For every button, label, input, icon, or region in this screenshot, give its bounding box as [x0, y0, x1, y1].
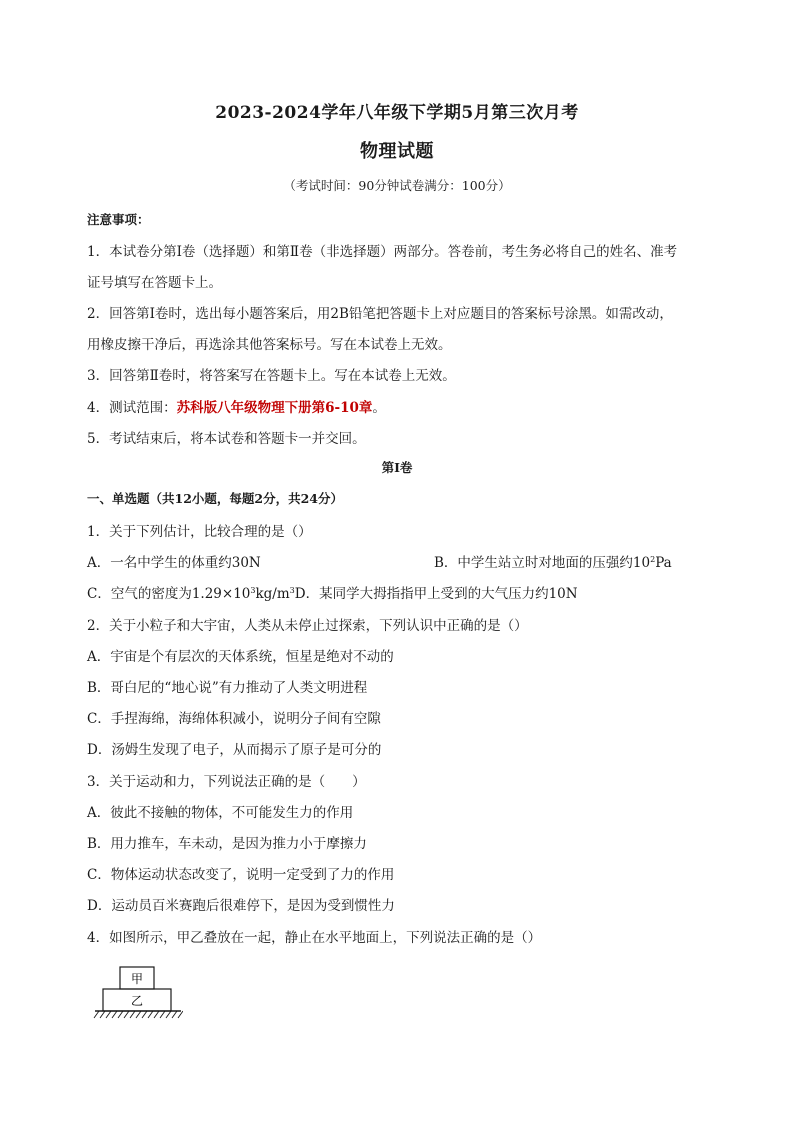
q3-stem: 3．关于运动和力，下列说法正确的是（ ）	[87, 774, 366, 790]
block-jia-label: 甲	[130, 972, 144, 986]
q2-option-c: C．手捏海绵，海绵体积减小，说明分子间有空隙	[87, 711, 381, 727]
note-4-prefix: 4．测试范围：	[87, 400, 177, 416]
note-4	[87, 396, 386, 416]
q2-option-d: D．汤姆生发现了电子，从而揭示了原子是可分的	[87, 742, 382, 758]
q2-stem: 2．关于小粒子和大宇宙，人类从未停止过探索，下列认识中正确的是（）	[87, 618, 528, 634]
note-2-line-2: 用橡皮擦干净后，再选涂其他答案标号。写在本试卷上无效。	[87, 337, 452, 353]
q2-option-b: B．哥白尼的“地心说”有力推动了人类文明进程	[87, 680, 368, 696]
q4-stem: 4．如图所示，甲乙叠放在一起，静止在水平地面上，下列说法正确的是（）	[87, 930, 542, 946]
note-2-line-1: 2．回答第Ⅰ卷时，选出每小题答案后，用2B铅笔把答题卡上对应题目的答案标号涂黑。如需改动，	[87, 306, 673, 322]
q1-option-a: A．一名中学生的体重约30N	[87, 555, 261, 571]
exam-info: （考试时间：90分钟试卷满分：100分）	[283, 178, 511, 193]
volume-heading: 第Ⅰ卷	[381, 460, 413, 475]
q1-options-cd: C．空气的密度为$1.29\times 10^3kg/m^3D$．某同学大拇指指甲上受到的大气压力约10N	[87, 586, 578, 602]
note-4-suffix: 。	[372, 400, 386, 416]
q4-stacked-blocks-figure	[93, 963, 183, 1023]
section-heading: 一、单选题（共12小题，每题2分，共24分）	[87, 491, 343, 506]
q2-option-a: A．宇宙是个有层次的天体系统，恒星是绝对不动的	[87, 649, 394, 665]
note-1-line-1: 1．本试卷分第Ⅰ卷（选择题）和第Ⅱ卷（非选择题）两部分。答卷前，考生务必将自己的姓名、准考	[87, 244, 678, 260]
note-1-line-2: 证号填写在答题卡上。	[87, 275, 222, 291]
exam-title: 2023-2024学年八年级下学期5月第三次月考	[215, 103, 579, 123]
q3-option-a: A．彼此不接触的物体，不可能发生力的作用	[87, 805, 354, 821]
note-5: 5．考试结束后，将本试卷和答题卡一并交回。	[87, 431, 366, 447]
q3-option-b: B．用力推车，车未动，是因为推力小于摩擦力	[87, 836, 367, 852]
q3-option-c: C．物体运动状态改变了，说明一定受到了力的作用	[87, 867, 395, 883]
note-3: 3．回答第Ⅱ卷时，将答案写在答题卡上。写在本试卷上无效。	[87, 368, 456, 384]
q3-option-d: D．运动员百米赛跑后很难停下，是因为受到惯性力	[87, 898, 395, 914]
q1-stem: 1．关于下列估计，比较合理的是（）	[87, 524, 312, 540]
ground-hatching	[94, 1011, 183, 1018]
block-yi-label: 乙	[130, 994, 144, 1008]
notes-heading: 注意事项：	[87, 212, 150, 227]
q1-option-b: B．中学生站立时对地面的压强约$10^2Pa$	[434, 555, 672, 571]
q1-options-ab	[87, 551, 707, 571]
note-4-range: 苏科版八年级物理下册第6-10章	[176, 400, 373, 416]
subject-title: 物理试题	[360, 141, 434, 162]
